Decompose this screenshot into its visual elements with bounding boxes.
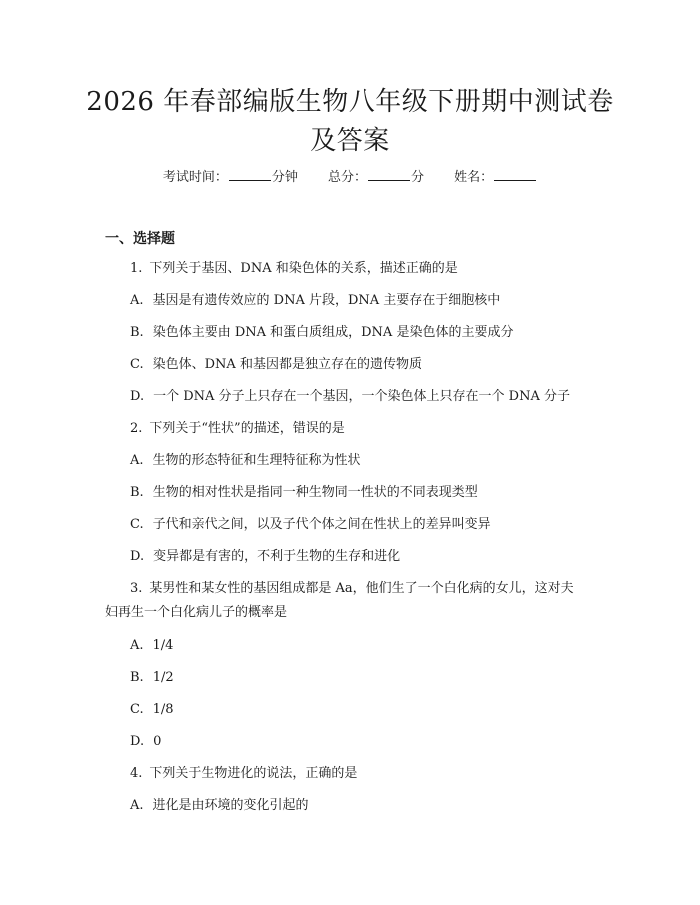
- exam-time-label: 考试时间：: [162, 170, 228, 185]
- question-option: [130, 547, 400, 567]
- question-option: [130, 291, 500, 311]
- exam-info: [0, 168, 700, 187]
- question-text: 下列关于“性状”的描述，错误的是: [149, 421, 345, 436]
- page-title: [60, 83, 640, 161]
- question-option: [130, 732, 161, 752]
- name-blank: [494, 168, 536, 181]
- option-letter: B.: [130, 485, 144, 500]
- question-number: 2.: [130, 421, 143, 436]
- exam-time-unit: 分钟: [271, 170, 298, 185]
- score-label: 总分：: [327, 170, 367, 185]
- option-letter: D.: [130, 389, 145, 404]
- option-text: 进化是由环境的变化引起的: [152, 798, 309, 813]
- option-letter: A.: [130, 638, 144, 653]
- question-stem: [130, 764, 357, 784]
- question-option: [130, 451, 361, 471]
- question-text: 某男性和某女性的基因组成都是 Aa，他们生了一个白化病的女儿，这对夫: [149, 581, 574, 596]
- option-letter: A.: [130, 293, 144, 308]
- exam-time-field: [163, 168, 298, 187]
- question-text: 下列关于生物进化的说法，正确的是: [149, 766, 358, 781]
- option-letter: D.: [130, 549, 145, 564]
- question-text-continued: 妇再生一个白化病儿子的概率是: [105, 605, 288, 620]
- question-option: [130, 323, 513, 343]
- option-text: 0: [153, 734, 162, 749]
- question-number: 4.: [130, 766, 143, 781]
- question-option: [130, 515, 491, 535]
- score-unit: 分: [411, 170, 425, 185]
- question-option: [130, 796, 309, 816]
- option-text: 染色体、DNA 和基因都是独立存在的遗传物质: [152, 357, 422, 372]
- name-label: 姓名：: [454, 170, 494, 185]
- question-option: [130, 387, 570, 407]
- option-text: 1/8: [152, 702, 174, 717]
- option-text: 染色体主要由 DNA 和蛋白质组成，DNA 是染色体的主要成分: [152, 325, 514, 340]
- question-option: [130, 636, 173, 656]
- question-stem-continued: [105, 603, 287, 623]
- option-letter: C.: [130, 357, 144, 372]
- option-letter: B.: [130, 325, 144, 340]
- question-option: [130, 355, 422, 375]
- question-text: 下列关于基因、DNA 和染色体的关系，描述正确的是: [149, 261, 458, 276]
- option-text: 生物的形态特征和生理特征称为性状: [152, 453, 361, 468]
- option-text: 子代和亲代之间，以及子代个体之间在性状上的差异叫变异: [152, 517, 491, 532]
- option-letter: B.: [130, 670, 144, 685]
- score-field: [328, 168, 424, 187]
- question-stem: [130, 579, 574, 599]
- score-blank: [368, 168, 410, 181]
- title-line-1: 2026 年春部编版生物八年级下册期中测试卷: [86, 87, 614, 117]
- option-text: 1/2: [152, 670, 174, 685]
- section-heading: 一、选择题: [105, 231, 175, 247]
- title-line-2: 及答案: [310, 126, 390, 156]
- option-text: 基因是有遗传效应的 DNA 片段，DNA 主要存在于细胞核中: [152, 293, 501, 308]
- question-number: 1.: [130, 261, 143, 276]
- option-letter: D.: [130, 734, 145, 749]
- question-option: [130, 483, 478, 503]
- option-text: 一个 DNA 分子上只存在一个基因，一个染色体上只存在一个 DNA 分子: [153, 389, 570, 404]
- name-field: [454, 168, 537, 187]
- option-text: 生物的相对性状是指同一种生物同一性状的不同表现类型: [152, 485, 478, 500]
- question-stem: [130, 259, 458, 279]
- exam-time-blank: [229, 168, 271, 181]
- option-letter: C.: [130, 702, 144, 717]
- question-stem: [130, 419, 345, 439]
- question-number: 3.: [130, 581, 143, 596]
- option-text: 1/4: [152, 638, 174, 653]
- option-text: 变异都是有害的，不利于生物的生存和进化: [153, 549, 401, 564]
- option-letter: A.: [130, 798, 144, 813]
- question-option: [130, 700, 174, 720]
- option-letter: A.: [130, 453, 144, 468]
- question-option: [130, 668, 174, 688]
- option-letter: C.: [130, 517, 144, 532]
